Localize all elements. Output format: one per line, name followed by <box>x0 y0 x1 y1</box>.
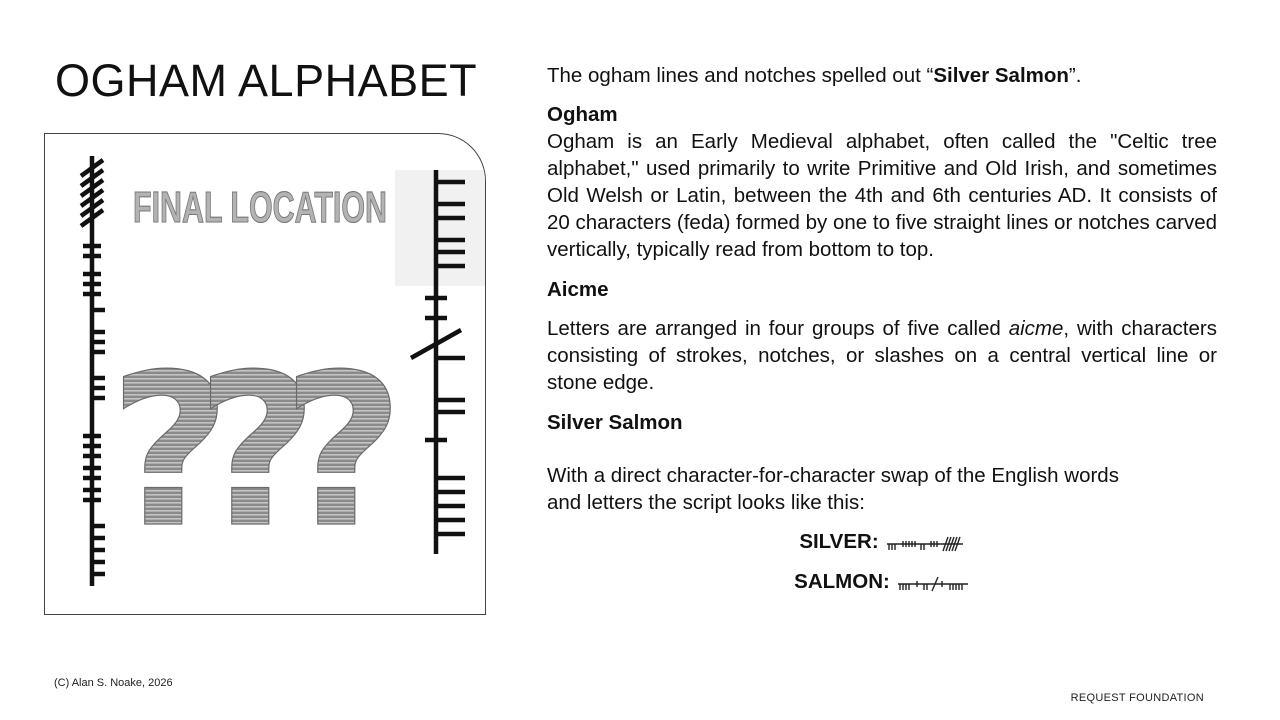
aicme-text-end: , with characters consisting of strokes, notches, or slashes on a central vertical line or stone edge. <box>547 317 1217 394</box>
intro-text-end: ”. <box>1068 64 1082 87</box>
question-mark-icon: ? <box>109 329 231 574</box>
ogham-salmon-glyph <box>896 573 970 593</box>
section-body-silver-salmon: With a direct character-for-character swap of the English words and letters the script looks like this: <box>547 464 1119 514</box>
question-mark-icon: ? <box>282 329 404 574</box>
shaded-panel <box>395 170 485 286</box>
aicme-text: Letters are arranged in four groups of five called <box>547 317 1009 340</box>
section-heading-ogham: Ogham <box>547 103 618 126</box>
ogham-silver-glyph <box>885 533 965 553</box>
intro-highlight: Silver Salmon <box>933 64 1069 87</box>
section-heading-silver-salmon: Silver Salmon <box>547 411 683 434</box>
question-mark-icon: ? <box>196 329 318 574</box>
text-column <box>547 62 1217 596</box>
slide-title: OGHAM ALPHABET <box>55 55 478 106</box>
ogham-puzzle-image <box>44 133 486 615</box>
intro-text: The ogham lines and notches spelled out “ <box>547 64 934 87</box>
section-body-ogham: Ogham is an Early Medieval alphabet, often called the "Celtic tree alphabet," used primarily to write Primitive and Old Irish, and sometimes Old Welsh or Latin, between the 4th and 6th centuries AD. It consists of 20 characters (feda) formed by one to five straight lines or notches carved vertically, typically read from bottom to top. <box>547 130 1218 261</box>
section-heading-aicme: Aicme <box>547 278 609 301</box>
ogham-puzzle-graphic <box>45 134 485 614</box>
example-silver <box>547 528 1217 556</box>
image-caption: FINAL LOCATION <box>133 183 387 232</box>
organization-name: REQUEST FOUNDATION <box>1070 692 1204 704</box>
example-label: SALMON: <box>794 570 890 593</box>
example-label: SILVER: <box>799 530 879 553</box>
section-body-aicme <box>547 315 1217 396</box>
left-ogham-inscription <box>81 156 105 586</box>
aicme-term: aicme <box>1008 317 1064 340</box>
intro-line <box>547 62 1217 89</box>
example-salmon <box>547 568 1217 596</box>
copyright-notice: (C) Alan S. Noake, 2026 <box>54 677 173 689</box>
